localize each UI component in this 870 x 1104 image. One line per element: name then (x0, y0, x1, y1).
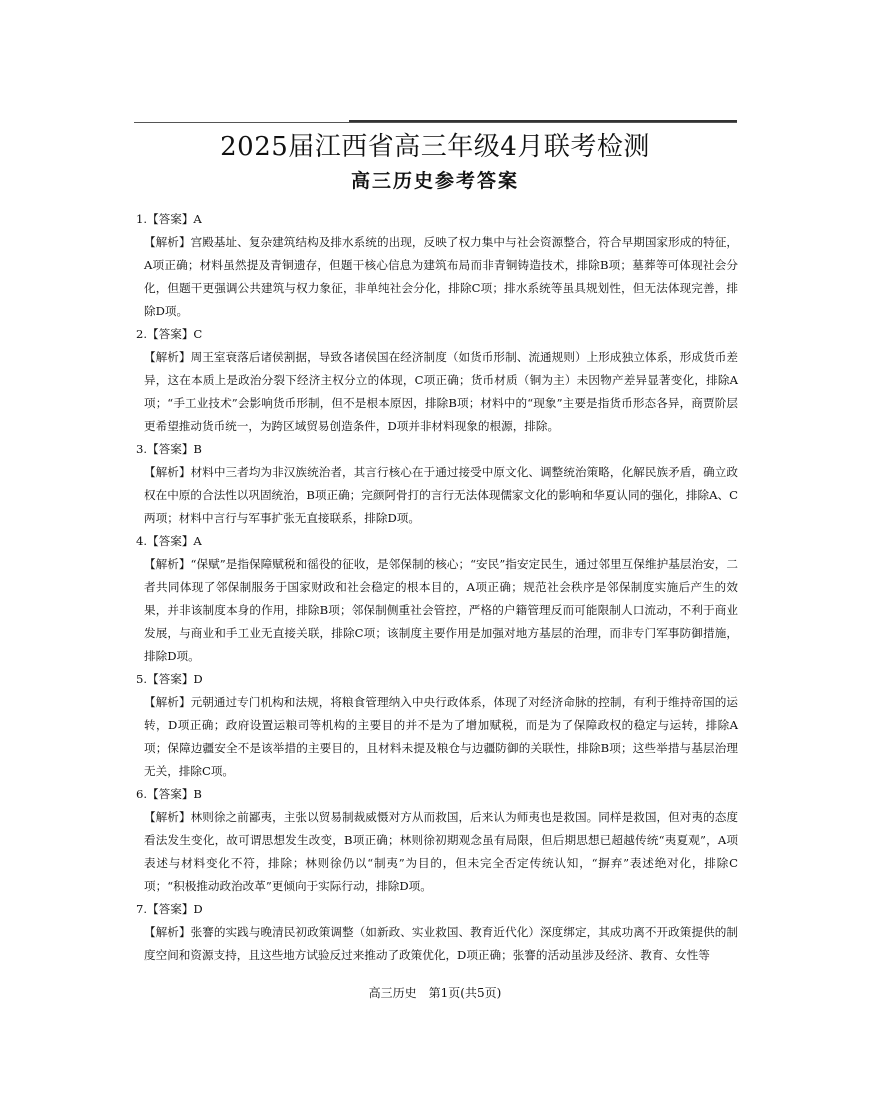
header-rule-thin (134, 122, 737, 123)
answer-line: 6.【答案】B (136, 787, 202, 801)
question-5 (136, 668, 738, 783)
header-rule (134, 120, 737, 124)
explanation-paragraph: 【解析】宫殿基址、复杂建筑结构及排水系统的出现，反映了权力集中与社会资源整合，符合早期国家形成的特征，A项正确；材料虽然提及青铜遗存，但题干核心信息为建筑布局而非青铜铸造技术，排除B项；墓葬等可体现社会分化，但题干更强调公共建筑与权力象征，非单纯社会分化，排除C项；排水系统等虽具规划性，但无法体现完善，排除D项。 (144, 235, 738, 318)
document-title: 2025届江西省高三年级4月联考检测 (220, 132, 650, 162)
question-7 (136, 898, 738, 967)
explanation-paragraph: 【解析】周王室衰落后诸侯割据，导致各诸侯国在经济制度（如货币形制、流通规则）上形成独立体系，形成货币差异，这在本质上是政治分裂下经济主权分立的体现，C项正确；货币材质（铜为主）未因物产差异显著变化，排除A项；“手工业技术”会影响货币形制，但不是根本原因，排除B项；材料中的“现象”主要是指货币形态各异，商贾阶层更希望推动货币统一，为跨区域贸易创造条件，D项并非材料现象的根源，排除。 (144, 350, 738, 433)
explanation-paragraph: 【解析】“保赋”是指保障赋税和徭役的征收，是邻保制的核心；“安民”指安定民生，通过邻里互保维护基层治安，二者共同体现了邻保制服务于国家财政和社会稳定的根本目的，A项正确；规范社会秩序是邻保制度实施后产生的效果，并非该制度本身的作用，排除B项；邻保制侧重社会管控，严格的户籍管理反而可能限制人口流动，不利于商业发展，与商业和手工业无直接关联，排除C项；该制度主要作用是加强对地方基层的治理，而非专门军事防御措施，排除D项。 (144, 557, 738, 663)
answer-line: 2.【答案】C (136, 327, 203, 341)
answer-line: 5.【答案】D (136, 672, 203, 686)
question-4 (136, 530, 738, 668)
explanation-paragraph: 【解析】材料中三者均为非汉族统治者，其言行核心在于通过接受中原文化、调整统治策略，化解民族矛盾，确立政权在中原的合法性以巩固统治，B项正确；完颜阿骨打的言行无法体现儒家文化的影响和华夏认同的强化，排除A、C两项；材料中言行与军事扩张无直接联系，排除D项。 (144, 465, 738, 525)
explanation-paragraph: 【解析】林则徐之前鄙夷，主张以贸易制裁威慑对方从而救国，后来认为师夷也是救国。同样是救国，但对夷的态度看法发生变化，故可谓思想发生改变，B项正确；林则徐初期观念虽有局限，但后期思想已超越传统“夷夏观”，A项表述与材料变化不符，排除；林则徐仍以“制夷”为目的，但未完全否定传统认知，“摒弃”表述绝对化，排除C项；“积极推动政治改革”更倾向于实际行动，排除D项。 (144, 810, 738, 893)
answer-line: 1.【答案】A (136, 212, 202, 226)
answer-line: 3.【答案】B (136, 442, 202, 456)
question-1 (136, 208, 738, 323)
question-2 (136, 323, 738, 438)
answer-list (136, 208, 738, 967)
question-6 (136, 783, 738, 898)
explanation-paragraph: 【解析】张謇的实践与晚清民初政策调整（如新政、实业救国、教育近代化）深度绑定，其成功离不开政策提供的制度空间和资源支持，且这些地方试验反过来推动了政策优化，D项正确；张謇的活动虽涉及经济、教育、女性等 (144, 925, 738, 962)
question-3 (136, 438, 738, 530)
document-subtitle: 高三历史参考答案 (350, 170, 519, 192)
explanation-paragraph: 【解析】元朝通过专门机构和法规，将粮食管理纳入中央行政体系，体现了对经济命脉的控制，有利于维持帝国的运转，D项正确；政府设置运粮司等机构的主要目的并不是为了增加赋税，而是为了保障政权的稳定与运转，排除A项；保障边疆安全不是该举措的主要目的，且材料未提及粮仓与边疆防御的关联性，排除B项；这些举措与基层治理无关，排除C项。 (144, 695, 738, 778)
answer-line: 4.【答案】A (136, 534, 202, 548)
answer-line: 7.【答案】D (136, 902, 203, 916)
page-footer: 高三历史 第1页(共5页) (368, 986, 502, 1000)
header-rule-thick (349, 120, 737, 122)
